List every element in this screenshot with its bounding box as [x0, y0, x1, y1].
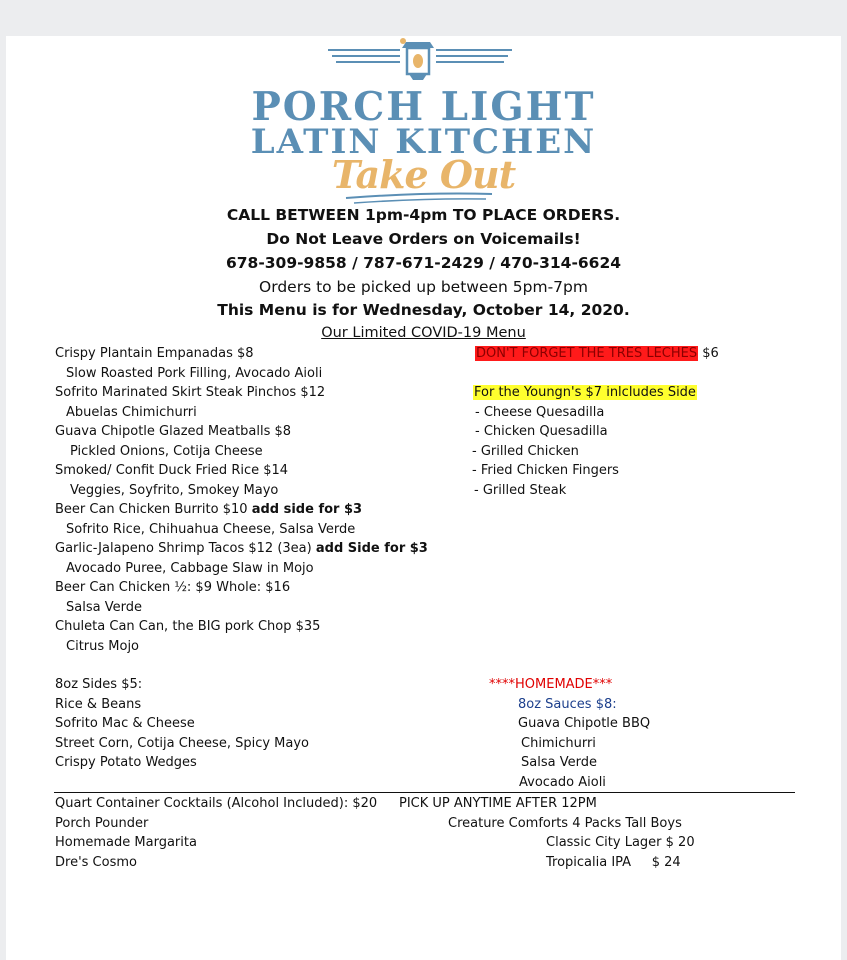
side-item: Rice & Beans — [55, 697, 142, 712]
pickup-hours: Orders to be picked up between 5pm-7pm — [259, 278, 588, 296]
menu-page — [6, 36, 841, 960]
side-item: Sofrito Mac & Cheese — [55, 716, 195, 731]
menu-item-name-text: Beer Can Chicken Burrito $10 — [55, 502, 248, 517]
voicemail-notice: Do Not Leave Orders on Voicemails! — [266, 230, 581, 248]
menu-item-name: Beer Can Chicken ½: $9 Whole: $16 — [55, 580, 291, 595]
menu-item-desc: Salsa Verde — [66, 600, 142, 615]
beer-title: Creature Comforts 4 Packs Tall Boys — [448, 816, 682, 831]
menu-item-desc: Citrus Mojo — [66, 639, 140, 654]
cocktail-item: Dre's Cosmo — [55, 855, 137, 870]
side-item: Crispy Potato Wedges — [55, 755, 197, 770]
menu-item-desc: Slow Roasted Pork Filling, Avocado Aioli — [66, 366, 323, 381]
kids-item: - Chicken Quesadilla — [475, 424, 608, 439]
menu-item-desc: Veggies, Soyfrito, Smokey Mayo — [70, 483, 279, 498]
menu-item-name — [55, 541, 428, 557]
menu-item-name: Smoked/ Confit Duck Fried Rice $14 — [55, 463, 289, 478]
sauces-title: 8oz Sauces $8: — [518, 697, 617, 712]
menu-item-name: Chuleta Can Can, the BIG pork Chop $35 — [55, 619, 321, 634]
menu-item-name: Guava Chipotle Glazed Meatballs $8 — [55, 424, 292, 439]
menu-item-name — [55, 502, 362, 518]
dessert-callout — [475, 346, 719, 362]
sides-title: 8oz Sides $5: — [55, 677, 143, 692]
beer-pickup-note: PICK UP ANYTIME AFTER 12PM — [399, 796, 597, 811]
restaurant-logo — [6, 36, 841, 211]
menu-item-desc: Pickled Onions, Cotija Cheese — [70, 444, 263, 459]
side-item: Street Corn, Cotija Cheese, Spicy Mayo — [55, 736, 310, 751]
cocktail-item: Porch Pounder — [55, 816, 149, 831]
sauce-item: Avocado Aioli — [519, 775, 606, 790]
sauce-item: Salsa Verde — [521, 755, 597, 770]
phone-numbers: 678-309-9858 / 787-671-2429 / 470-314-6624 — [225, 254, 622, 272]
kids-item: - Grilled Chicken — [472, 444, 579, 459]
beer-item: Classic City Lager $ 20 — [546, 835, 695, 850]
takeout-underline — [6, 36, 841, 211]
menu-item-desc: Sofrito Rice, Chihuahua Cheese, Salsa Verde — [66, 522, 356, 537]
kids-menu-highlight: For the Youngn's $7 inlcludes Side — [474, 385, 696, 400]
add-side-note: add Side for $3 — [315, 541, 428, 556]
sauce-item: Chimichurri — [521, 736, 596, 751]
menu-item-name-text: Garlic-Jalapeno Shrimp Tacos $12 (3ea) — [55, 541, 312, 556]
call-hours: CALL BETWEEN 1pm-4pm TO PLACE ORDERS. — [226, 206, 621, 224]
kids-item: - Cheese Quesadilla — [475, 405, 605, 420]
dessert-price: $6 — [702, 346, 719, 361]
sauce-item: Guava Chipotle BBQ — [518, 716, 651, 731]
menu-item-desc: Avocado Puree, Cabbage Slaw in Mojo — [66, 561, 314, 576]
menu-item-name: Sofrito Marinated Skirt Steak Pinchos $12 — [55, 385, 326, 400]
add-side-note: add side for $3 — [251, 502, 363, 517]
homemade-banner: ****HOMEMADE*** — [489, 677, 613, 692]
kids-item: - Fried Chicken Fingers — [472, 463, 619, 478]
section-divider — [54, 792, 795, 793]
tres-leches-highlight: DON'T FORGET THE TRES LECHES — [476, 346, 698, 361]
menu-item-desc: Abuelas Chimichurri — [66, 405, 197, 420]
logo-line-1: PORCH LIGHT — [251, 84, 596, 130]
cocktail-item: Homemade Margarita — [55, 835, 197, 850]
menu-date: This Menu is for Wednesday, October 14, 2020. — [217, 301, 630, 319]
menu-title: Our Limited COVID-19 Menu — [321, 325, 526, 341]
kids-item: - Grilled Steak — [474, 483, 567, 498]
logo-takeout: Take Out — [331, 152, 516, 197]
kids-menu-title — [473, 385, 697, 401]
menu-item-name: Crispy Plantain Empanadas $8 — [55, 346, 254, 361]
logo-line-2: LATIN KITCHEN — [250, 122, 597, 162]
beer-item: Tropicalia IPA $ 24 — [546, 855, 681, 870]
cocktails-title: Quart Container Cocktails (Alcohol Included): $20 — [55, 796, 378, 811]
